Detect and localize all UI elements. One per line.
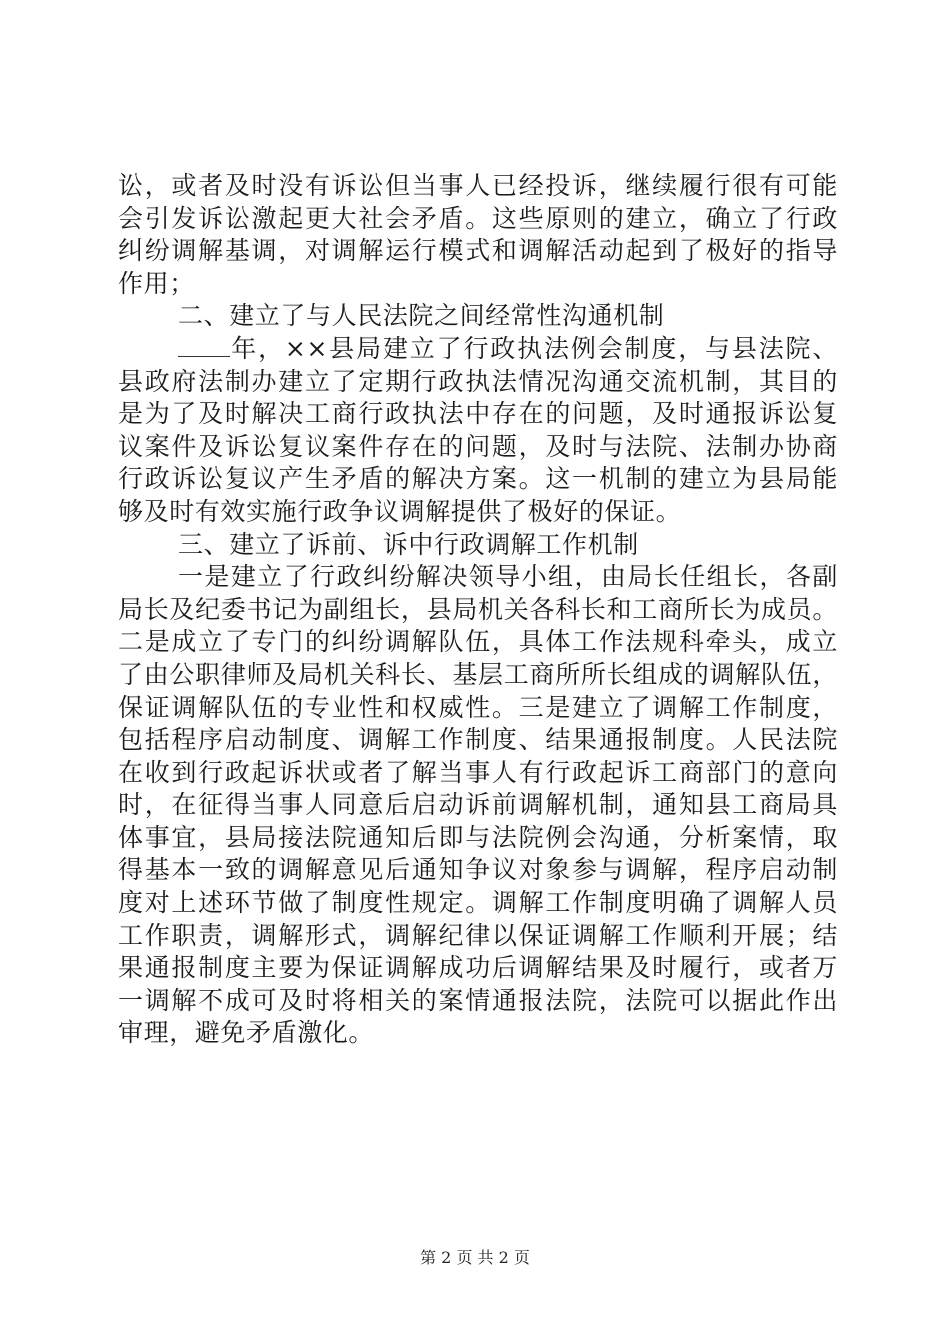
text-line <box>118 626 838 659</box>
text-line <box>118 854 838 887</box>
text-line <box>118 529 838 562</box>
text-line <box>118 822 838 855</box>
text-line-content: 一是建立了行政纠纷解决领导小组，由局长任组长，各副 <box>178 562 838 592</box>
text-line <box>118 659 838 692</box>
text-line-content: 得基本一致的调解意见后通知争议对象参与调解，程序启动制 <box>118 855 838 885</box>
text-line <box>118 952 838 985</box>
text-line-content: 时，在征得当事人同意后启动诉前调解机制，通知县工商局具 <box>118 790 838 820</box>
text-line-content: 够及时有效实施行政争议调解提供了极好的保证。 <box>118 496 682 526</box>
text-line-content: 二、建立了与人民法院之间经常性沟通机制 <box>178 301 665 331</box>
text-line <box>118 398 838 431</box>
text-line <box>118 366 838 399</box>
text-line-content: 包括程序启动制度、调解工作制度、结果通报制度。人民法院 <box>118 725 838 755</box>
text-line-content: 纠纷调解基调，对调解运行模式和调解活动起到了极好的指导 <box>118 236 838 266</box>
text-line-content: 三、建立了诉前、诉中行政调解工作机制 <box>178 529 639 559</box>
text-line <box>118 268 838 301</box>
text-line-content: 保证调解队伍的专业性和权威性。三是建立了调解工作制度， <box>118 692 838 722</box>
text-line-content: 议案件及诉讼复议案件存在的问题，及时与法院、法制办协商 <box>118 431 838 461</box>
text-line <box>118 757 838 790</box>
text-line <box>118 594 838 627</box>
text-line <box>118 920 838 953</box>
text-line-content: 审理，避免矛盾激化。 <box>118 1018 375 1048</box>
text-line-content: 会引发诉讼激起更大社会矛盾。这些原则的建立，确立了行政 <box>118 203 838 233</box>
text-line-content: 一调解不成可及时将相关的案情通报法院，法院可以据此作出 <box>118 985 838 1015</box>
text-line <box>118 496 838 529</box>
text-line <box>118 463 838 496</box>
text-line <box>118 692 838 725</box>
text-line <box>118 1017 838 1050</box>
text-line-content: 作用； <box>118 268 195 298</box>
fill-in-blank <box>178 336 230 357</box>
text-line <box>118 789 838 822</box>
text-line <box>118 724 838 757</box>
text-line <box>118 887 838 920</box>
text-line-content: 果通报制度主要为保证调解成功后调解结果及时履行，或者万 <box>118 953 838 983</box>
text-line-content: 行政诉讼复议产生矛盾的解决方案。这一机制的建立为县局能 <box>118 464 838 494</box>
page-footer: 第 2 页 共 2 页 <box>420 1248 530 1267</box>
text-line <box>118 985 838 1018</box>
document-body <box>118 170 838 1050</box>
text-line-content: 在收到行政起诉状或者了解当事人有行政起诉工商部门的意向 <box>118 757 838 787</box>
text-line-content: 局长及纪委书记为副组长，县局机关各科长和工商所长为成员。 <box>118 594 838 624</box>
text-line <box>118 431 838 464</box>
text-line-content: 工作职责，调解形式，调解纪律以保证调解工作顺利开展；结 <box>118 920 838 950</box>
text-line <box>118 203 838 236</box>
text-line-content: 县政府法制办建立了定期行政执法情况沟通交流机制，其目的 <box>118 366 838 396</box>
text-line-content: 讼，或者及时没有诉讼但当事人已经投诉，继续履行很有可能 <box>118 171 838 200</box>
text-line-content: 度对上述环节做了制度性规定。调解工作制度明确了调解人员 <box>118 888 838 918</box>
text-line <box>118 170 838 203</box>
text-line <box>118 333 838 366</box>
text-line-content: 二是成立了专门的纠纷调解队伍，具体工作法规科牵头，成立 <box>118 627 838 657</box>
text-line <box>118 235 838 268</box>
text-line-content: 是为了及时解决工商行政执法中存在的问题，及时通报诉讼复 <box>118 399 838 429</box>
text-line-content: 了由公职律师及局机关科长、基层工商所所长组成的调解队伍， <box>118 659 838 689</box>
text-line-content: 年，××县局建立了行政执法例会制度，与县法院、 <box>230 333 838 363</box>
text-line <box>118 300 838 333</box>
text-line-content: 体事宜，县局接法院通知后即与法院例会沟通，分析案情，取 <box>118 822 838 852</box>
text-line <box>118 561 838 594</box>
